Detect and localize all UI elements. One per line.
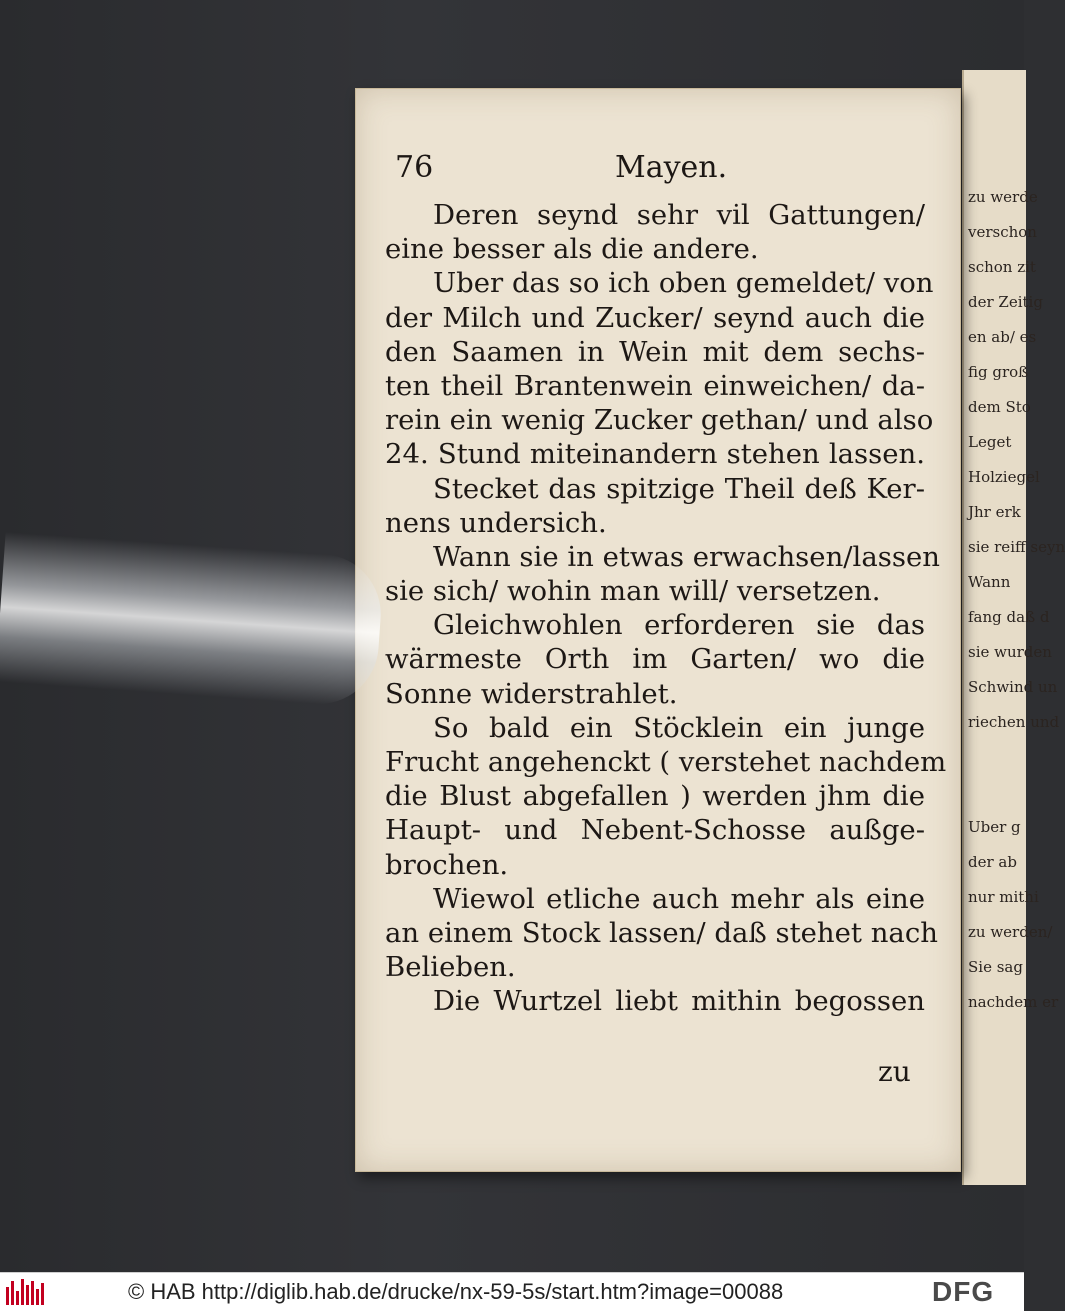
adjacent-line: Jhr erk [968, 503, 1021, 521]
text-line: wärmeste Orth im Garten/ wo die [385, 643, 925, 676]
text-line: ten theil Brantenwein einweichen/ da- [385, 369, 925, 402]
running-title: Mayen. [615, 150, 728, 185]
text-line: Sonne widerstrahlet. [385, 677, 678, 710]
adjacent-line: Holziegel [968, 468, 1040, 486]
text-line: brochen. [385, 848, 509, 881]
text-line: sie sich/ wohin man will/ versetzen. [385, 575, 881, 608]
adjacent-line: zu werden/ [968, 923, 1053, 941]
catchword: zu [878, 1055, 911, 1088]
adjacent-line: schon zit [968, 258, 1036, 276]
adjacent-line: der Zeitig [968, 293, 1043, 311]
adjacent-line: nachdem er [968, 993, 1059, 1011]
text-line: Wiewol etliche auch mehr als eine [433, 882, 925, 915]
hab-logo-icon [6, 1279, 44, 1305]
text-line: eine besser als die andere. [385, 233, 759, 266]
adjacent-line: fig groß [968, 363, 1029, 381]
adjacent-line: sie wurden [968, 643, 1052, 661]
adjacent-line: Schwind un [968, 678, 1058, 696]
adjacent-line: dem Sto [968, 398, 1031, 416]
page-body [385, 198, 947, 1019]
adjacent-page-text [968, 180, 1065, 1020]
adjacent-line: Sie sag [968, 958, 1023, 976]
text-line: Belieben. [385, 951, 516, 984]
text-line: So bald ein Stöcklein ein junge [433, 711, 925, 744]
text-line: Wann sie in etwas erwachsen/lassen [433, 540, 940, 573]
adjacent-line [968, 775, 1028, 810]
footer-bar [0, 1272, 1024, 1311]
page-content [385, 150, 947, 1019]
adjacent-line: nur mithi [968, 888, 1039, 906]
text-line: an einem Stock lassen/ daß stehet nach [385, 916, 938, 949]
text-line: rein ein wenig Zucker gethan/ und also [385, 404, 934, 437]
adjacent-line: riechen und [968, 713, 1060, 731]
text-line: Frucht angehenckt ( verstehet nachdem [385, 746, 947, 778]
adjacent-line: Wann [968, 573, 1011, 591]
adjacent-line: fang daß d [968, 608, 1050, 626]
adjacent-line: en ab/ es [968, 328, 1037, 346]
page-header [385, 150, 925, 198]
text-line: Gleichwohlen erforderen sie das [433, 609, 925, 642]
text-line: Deren seynd sehr vil Gattungen/ [433, 199, 925, 231]
adjacent-line: zu werde [968, 188, 1038, 206]
text-line: die Blust abgefallen ) werden jhm die [385, 780, 925, 813]
adjacent-line: Leget [968, 433, 1012, 451]
text-line: Stecket das spitzige Theil deß Ker- [433, 472, 925, 505]
page-holder-strap [0, 532, 385, 708]
dfg-logo: DFG [932, 1276, 995, 1307]
adjacent-line: sie reiff seyn [968, 538, 1065, 556]
adjacent-line: Uber g [968, 818, 1021, 836]
copyright-link[interactable]: © HAB http://diglib.hab.de/drucke/nx-59-5s/start.htm?image=00088 [128, 1279, 784, 1304]
text-line: Die Wurtzel liebt mithin begossen [433, 985, 925, 1018]
adjacent-line: verschon [968, 223, 1037, 241]
text-line: Haupt- und Nebent-Schosse außge- [385, 814, 925, 847]
text-line: der Milch und Zucker/ seynd auch die [385, 301, 925, 334]
text-line: 24. Stund miteinandern stehen lassen. [385, 438, 925, 471]
text-line: den Saamen in Wein mit dem sechs- [385, 335, 925, 368]
page-number: 76 [395, 150, 434, 185]
adjacent-page [962, 70, 1065, 1185]
adjacent-line [968, 740, 1028, 775]
text-line: nens undersich. [385, 506, 607, 539]
text-line: Uber das so ich oben gemeldet/ von [433, 267, 934, 300]
adjacent-line: der ab [968, 853, 1017, 871]
